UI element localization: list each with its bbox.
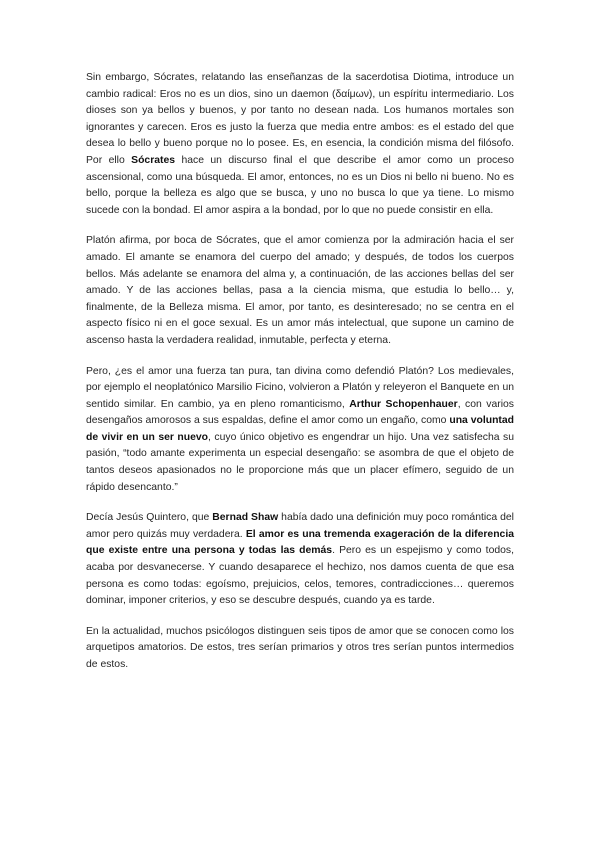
text-run: . Pero es un espejismo y como todos, acaba por desvanecerse. Y cuando desaparece el hechizo, nos damos cuenta de que esa persona es como todas: egoísmo, prejuicios, celos, temores, contradicciones… queremos dominar, imponer criterios, y eso se descubre después, cuando ya es tarde.: [86, 545, 514, 607]
text-run: había dado una definición muy poco romántica del amor pero quizás muy verdadera.: [86, 512, 514, 540]
paragraph-shaw: [86, 510, 514, 610]
bold-text-run: Sócrates: [131, 154, 176, 166]
text-run: En la actualidad, muchos psicólogos distinguen seis tipos de amor que se conocen como los arquetipos amatorios. De estos, tres serían primarios y otros tres serían puntos intermedios de estos.: [86, 625, 514, 670]
bold-text-run: El amor es una tremenda exageración de la diferencia que existe entre una persona y todas las demás: [86, 528, 514, 557]
text-run: , cuyo único objetivo es engendrar un hijo. Una vez satisfecha su pasión, “todo amante experimenta un especial desengaño: se asombra de que el objeto de tantos deseos apasionados no le proporcione más que un placer efímero, seguido de un rápido desencanto.”: [86, 431, 514, 493]
paragraph-arquetipos: [86, 624, 514, 674]
text-run: Pero, ¿es el amor una fuerza tan pura, tan divina como defendió Platón? Los medievales, por ejemplo el neoplatónico Marsilio Ficino, volvieron a Platón y releyeron el Banquete en un sentido similar. En cambio, ya en pleno romanticismo,: [86, 365, 514, 410]
text-run: , con varios desengaños amorosos a sus espaldas, define el amor como un engaño, como: [86, 398, 514, 427]
text-run: hace un discurso final el que describe el amor como un proceso ascensional, como una búsqueda. El amor, entonces, no es un Dios ni bello ni bueno. No es bello, porque la belleza es algo que se busca, y uno no busca lo que ya tiene. Lo mismo sucede con la bondad. El amor aspira a la bondad, por lo que no puede consistir en ella.: [86, 154, 515, 216]
bold-text-run: Arthur Schopenhauer: [349, 398, 458, 410]
paragraph-diotima: [86, 70, 514, 219]
text-run: Sin embargo, Sócrates, relatando las enseñanzas de la sacerdotisa Diotima, introduce un cambio radical: Eros no es un dios, sino un daemon (δαίμων), un espíritu intermediario. Los dioses son ya bellos y buenos, y por tanto no desean nada. Los humanos mortales son ignorantes y carecen. Eros es justo la fuerza que media entre ambos: es el estado del que desea lo bello y bueno porque no lo posee. Es, en esencia, la condición misma del filósofo. Por ello: [86, 72, 514, 166]
text-run: Platón afirma, por boca de Sócrates, que el amor comienza por la admiración hacia el ser amado. El amante se enamora del cuerpo del amado; y después, de todos los cuerpos bellos. Más adelante se enamora del alma y, a continuación, de las acciones bellas del ser amado. Y de las acciones bellas, pasa a la ciencia misma, que estudia lo bello… y, finalmente, de la Belleza misma. El amor, por tanto, es desinteresado; no se centra en el aspecto físico ni en el goce sexual. Es un amor más intelectual, que supone un camino de ascenso hasta la verdadera realidad, inmutable, perfecta y eterna.: [86, 235, 514, 346]
bold-text-run: Bernad Shaw: [212, 512, 279, 524]
text-run: Decía Jesús Quintero, que: [86, 512, 213, 524]
paragraph-platon: [86, 233, 514, 349]
paragraph-schopenhauer: [86, 364, 514, 497]
document-page: [86, 70, 514, 688]
bold-text-run: una voluntad de vivir en un ser nuevo: [86, 415, 514, 443]
